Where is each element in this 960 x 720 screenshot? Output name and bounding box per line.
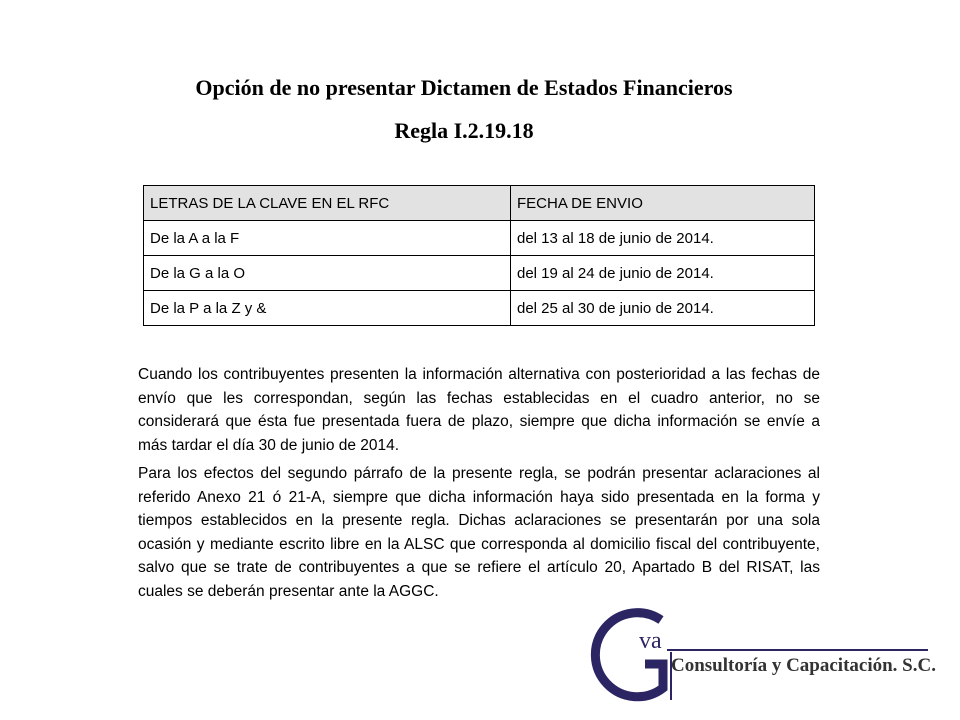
table-header-cell: FECHA DE ENVIO bbox=[511, 186, 815, 221]
table-row bbox=[144, 256, 815, 291]
table-row bbox=[144, 291, 815, 326]
paragraph: Cuando los contribuyentes presenten la información alternativa con posterioridad a las fechas de envío que les correspondan, según las fechas establecidas en el cuadro anterior, no se considerará que ésta fue presentada fuera de plazo, siempre que dicha información se envíe a más tardar el día 30 de junio de 2014. bbox=[138, 366, 820, 454]
logo-suffix: va bbox=[639, 628, 662, 654]
table-cell: De la P a la Z y & bbox=[144, 291, 511, 326]
table-cell: del 13 al 18 de junio de 2014. bbox=[511, 221, 815, 256]
table-row bbox=[144, 221, 815, 256]
table-cell: De la A a la F bbox=[144, 221, 511, 256]
page-title: Opción de no presentar Dictamen de Estados Financieros bbox=[195, 75, 733, 100]
table-header-row bbox=[144, 186, 815, 221]
table-header-cell: LETRAS DE LA CLAVE EN EL RFC bbox=[144, 186, 511, 221]
table-cell: De la G a la O bbox=[144, 256, 511, 291]
company-logo bbox=[583, 608, 936, 708]
rfc-schedule-table bbox=[143, 185, 815, 326]
table-cell: del 19 al 24 de junio de 2014. bbox=[511, 256, 815, 291]
table-cell: del 25 al 30 de junio de 2014. bbox=[511, 291, 815, 326]
page-subtitle: Regla I.2.19.18 bbox=[394, 118, 534, 143]
paragraph: Para los efectos del segundo párrafo de la presente regla, se podrán presentar aclaraciones al referido Anexo 21 ó 21-A, siempre que dicha información haya sido presentada en la forma y tiempos establecidos en la presente regla. Dichas aclaraciones se presentarán por una sola ocasión y mediante escrito libre en la ALSC que corresponda al domicilio fiscal del contribuyente, salvo que se trate de contribuyentes a que se refiere el artículo 20, Apartado B del RISAT, las cuales se deberán presentar ante la AGGC. bbox=[138, 465, 820, 600]
logo-company-name: Consultoría y Capacitación. S.C. bbox=[671, 655, 936, 676]
